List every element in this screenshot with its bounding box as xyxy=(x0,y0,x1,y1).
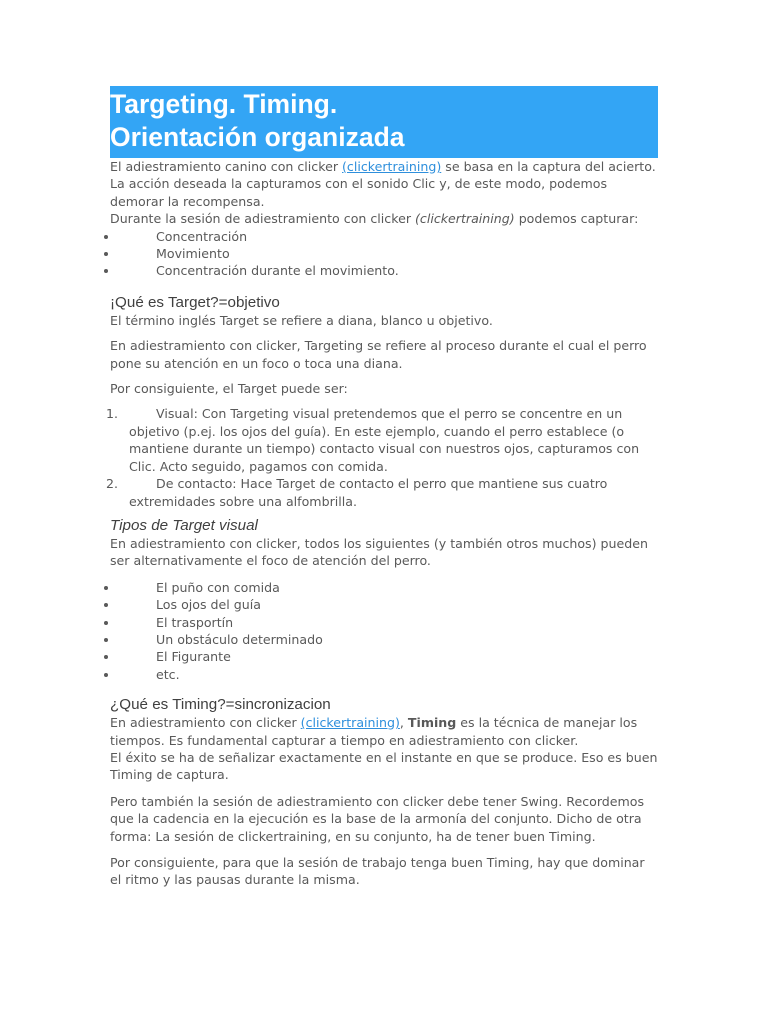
list-item xyxy=(110,579,658,596)
heading-target: ¡Qué es Target?=objetivo xyxy=(110,293,280,311)
list-item-text: Concentración durante el movimiento. xyxy=(156,263,399,279)
list-item-text: Visual: Con Targeting visual pretendemos que el perro se concentre en un objetivo (p.ej. los ojos del guía). En este ejemplo, cuando el perro establece (o mantiene durante un tiempo) contacto visual con nuestros ojos, capturamos con Clic. Acto seguido, pagamos con comida. xyxy=(129,406,640,474)
list-item-text: De contacto: Hace Target de contacto el perro que mantiene sus cuatro extremidades sobre una alfombrilla. xyxy=(129,476,608,509)
title-banner xyxy=(110,86,658,158)
timing-text: En adiestramiento con clicker xyxy=(110,715,301,731)
timing-text-cont: es la técnica de manejar los tiempos. Es fundamental capturar a tiempo en adiestramiento con clicker. xyxy=(110,715,638,748)
bullet-icon xyxy=(104,621,108,625)
bullet-icon xyxy=(104,586,108,590)
list-number: 1. xyxy=(106,406,119,422)
bullet-icon xyxy=(104,638,108,642)
list-number: 2. xyxy=(106,476,119,492)
list-item-text: etc. xyxy=(156,666,180,682)
target-paragraph-3: Por consiguiente, el Target puede ser: xyxy=(110,381,348,397)
list-item-text: El puño con comida xyxy=(156,579,280,595)
clickertraining-link[interactable]: (clickertraining) xyxy=(300,715,400,731)
bullet-icon xyxy=(104,235,108,239)
title-line-1: Targeting. Timing. xyxy=(110,89,338,119)
target-paragraph-2: En adiestramiento con clicker, Targeting se refiere al proceso durante el cual el perro pone su atención en un foco o toca una diana. xyxy=(110,338,647,371)
list-item xyxy=(110,262,658,279)
article xyxy=(106,86,658,889)
intro-paragraph-2 xyxy=(110,210,658,227)
intro-paragraph-1 xyxy=(110,158,658,210)
heading-timing: ¿Qué es Timing?=sincronizacion xyxy=(110,696,331,714)
list-item xyxy=(110,631,658,648)
timing-strong: Timing xyxy=(407,715,457,731)
list-item xyxy=(110,648,658,665)
list-item-text: El trasportín xyxy=(156,614,234,630)
intro-text-2-cont: podemos capturar: xyxy=(514,211,639,227)
bullet-icon xyxy=(104,252,108,256)
timing-paragraph-1 xyxy=(110,714,658,749)
target-types-list xyxy=(106,405,658,509)
target-paragraph-1: El término inglés Target se refiere a diana, blanco u objetivo. xyxy=(110,312,493,328)
list-item xyxy=(106,475,658,510)
bullet-icon xyxy=(104,603,108,607)
heading-visual-target: Tipos de Target visual xyxy=(110,516,258,534)
list-item xyxy=(106,405,658,475)
timing-paragraph-2: El éxito se ha de señalizar exactamente en el instante en que se produce. Eso es buen Timing de captura. xyxy=(110,749,658,783)
list-item xyxy=(110,245,658,262)
intro-text-cont: se basa en la captura del acierto. La acción deseada la capturamos con el sonido Clic y, de este modo, podemos demorar la recompensa. xyxy=(110,159,656,209)
list-item xyxy=(110,596,658,613)
bullet-icon xyxy=(104,269,108,273)
bullet-icon xyxy=(104,673,108,677)
visual-paragraph: En adiestramiento con clicker, todos los siguientes (y también otros muchos) pueden ser alternativamente el foco de atención del perro. xyxy=(110,535,648,569)
bullet-icon xyxy=(104,655,108,659)
list-item-text: Los ojos del guía xyxy=(156,597,261,613)
list-item-text: El Figurante xyxy=(156,649,231,665)
list-item-text: Concentración xyxy=(156,228,248,244)
list-item xyxy=(110,228,658,245)
list-item xyxy=(110,666,658,683)
list-item-text: Movimiento xyxy=(156,246,230,262)
timing-paragraph-3: Pero también la sesión de adiestramiento con clicker debe tener Swing. Recordemos que la cadencia en la ejecución es la base de la armonía del conjunto. Dicho de otra forma: La sesión de clickertraining, en su conjunto, ha de tener buen Timing. xyxy=(110,793,645,844)
intro-text-2: Durante la sesión de adiestramiento con clicker xyxy=(110,211,415,227)
intro-text: El adiestramiento canino con clicker xyxy=(110,159,343,174)
timing-paragraph-4: Por consiguiente, para que la sesión de trabajo tenga buen Timing, hay que dominar el ritmo y las pausas durante la misma. xyxy=(110,855,645,888)
timing-comma: , xyxy=(399,715,408,731)
capture-list xyxy=(110,228,658,280)
list-item-text: Un obstáculo determinado xyxy=(156,631,323,647)
visual-target-list xyxy=(110,579,658,683)
list-item xyxy=(110,614,658,631)
title-line-2: Orientación organizada xyxy=(110,122,405,152)
clickertraining-link[interactable]: (clickertraining) xyxy=(342,159,442,174)
clickertraining-emphasis: (clickertraining) xyxy=(415,211,515,227)
